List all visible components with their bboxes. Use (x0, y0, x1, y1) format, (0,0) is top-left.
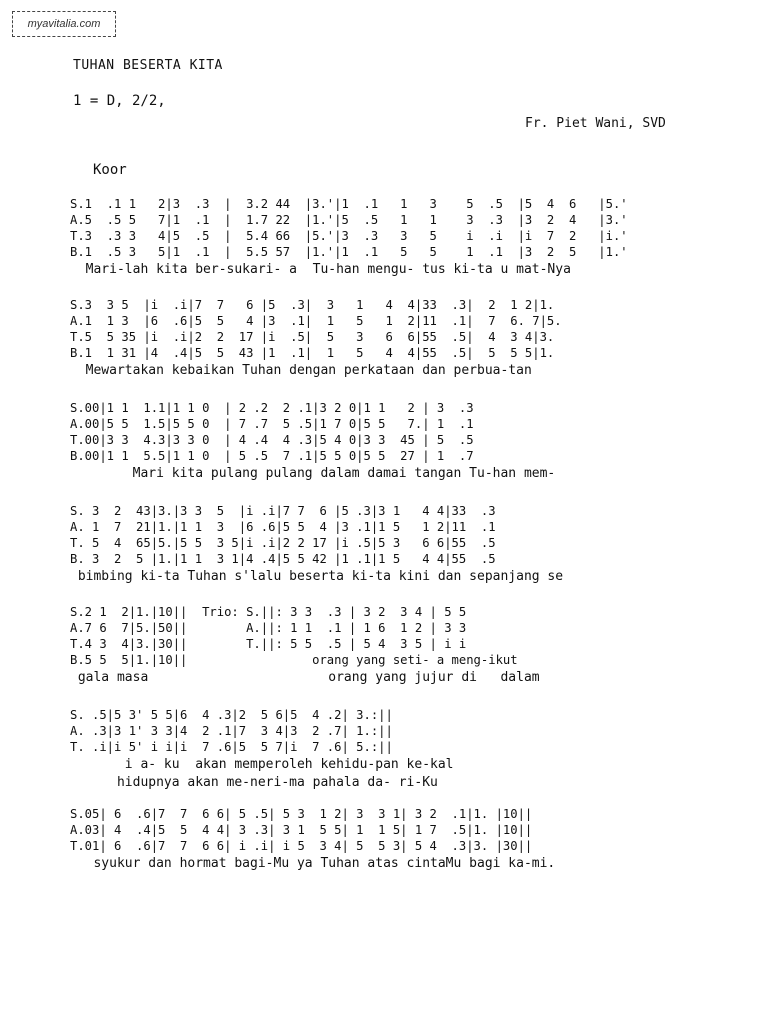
voice-line: B. 3 2 5 |1.|1 1 3 1|4 .4|5 5 42 |1 .1|1 5 4 4|55 .5 (70, 552, 496, 566)
voice-line: S.00|1 1 1.1|1 1 0 | 2 .2 2 .1|3 2 0|1 1 2 | 3 .3 (70, 401, 474, 415)
score-system-1 (70, 196, 710, 278)
voice-line: T.00|3 3 4.3|3 3 0 | 4 .4 4 .3|5 4 0|3 3 45 | 5 .5 (70, 433, 474, 447)
voice-line: A. 1 7 21|1.|1 1 3 |6 .6|5 5 4 |3 .1|1 5 1 2|11 .1 (70, 520, 496, 534)
lyric-line: Mari-lah kita ber-sukari- a Tu-han mengu- tus ki-ta u mat-Nya (70, 262, 571, 277)
voice-line: B.1 .5 3 5|1 .1 | 5.5 57 |1.'|1 .1 5 5 1 .1 |3 2 5 |1.' (70, 245, 628, 259)
lyric-line: Mewartakan kebaikan Tuhan dengan perkataan dan perbua-tan (70, 363, 532, 378)
voice-line: S.2 1 2|1.|10|| Trio: S.||: 3 3 .3 | 3 2 3 4 | 5 5 (70, 605, 467, 619)
lyric-line: i a- ku akan memperoleh kehidu-pan ke-kal (70, 757, 454, 772)
voice-line: A.1 1 3 |6 .6|5 5 4 |3 .1| 1 5 1 2|11 .1| 7 6. 7|5. (70, 314, 562, 328)
voice-line: T.3 .3 3 4|5 .5 | 5.4 66 |5.'|3 .3 3 5 i .i |i 7 2 |i.' (70, 229, 628, 243)
voice-line: T.01| 6 .6|7 7 6 6| i .i| i 5 3 4| 5 5 3| 5 4 .3|3. |30|| (70, 839, 533, 853)
voice-line: T.4 3 4|3.|30|| T.||: 5 5 .5 | 5 4 3 5 | i i (70, 637, 467, 651)
watermark: myavitalia.com (12, 11, 116, 37)
score-system-2 (70, 297, 710, 379)
lyric-line: syukur dan hormat bagi-Mu ya Tuhan atas cintaMu bagi ka-mi. (70, 856, 556, 871)
voice-line: S. .5|5 3' 5 5|6 4 .3|2 5 6|5 4 .2| 3.:|| (70, 708, 393, 722)
composer: Fr. Piet Wani, SVD (525, 116, 666, 131)
section-label: Koor (93, 162, 127, 178)
voice-line: S. 3 2 43|3.|3 3 5 |i .i|7 7 6 |5 .3|3 1 4 4|33 .3 (70, 504, 496, 518)
score-system-4 (70, 503, 710, 585)
voice-line: B.00|1 1 5.5|1 1 0 | 5 .5 7 .1|5 5 0|5 5 27 | 1 .7 (70, 449, 474, 463)
voice-line: T.5 5 35 |i .i|2 2 17 |i .5| 5 3 6 6|55 .5| 4 3 4|3. (70, 330, 555, 344)
song-title: TUHAN BESERTA KITA (73, 58, 223, 73)
key-signature: 1 = D, 2/2, (73, 93, 166, 109)
lyric-line: hidupnya akan me-neri-ma pahala da- ri-Ku (70, 775, 438, 790)
score-system-7 (70, 806, 710, 872)
score-system-5 (70, 604, 710, 686)
score-system-3 (70, 400, 710, 482)
voice-line: S.1 .1 1 2|3 .3 | 3.2 44 |3.'|1 .1 1 3 5 .5 |5 4 6 |5.' (70, 197, 628, 211)
voice-line: B.1 1 31 |4 .4|5 5 43 |1 .1| 1 5 4 4|55 .5| 5 5 5|1. (70, 346, 555, 360)
voice-line: B.5 5 5|1.|10|| orang yang seti- a meng-ikut (70, 653, 518, 667)
voice-line: A.5 .5 5 7|1 .1 | 1.7 22 |1.'|5 .5 1 1 3 .3 |3 2 4 |3.' (70, 213, 628, 227)
voice-line: T. 5 4 65|5.|5 5 3 5|i .i|2 2 17 |i .5|5 3 6 6|55 .5 (70, 536, 496, 550)
voice-line: A. .3|3 1' 3 3|4 2 .1|7 3 4|3 2 .7| 1.:|| (70, 724, 393, 738)
voice-line: S.05| 6 .6|7 7 6 6| 5 .5| 5 3 1 2| 3 3 1| 3 2 .1|1. |10|| (70, 807, 533, 821)
voice-line: T. .i|i 5' i i|i 7 .6|5 5 7|i 7 .6| 5.:|| (70, 740, 393, 754)
voice-line: A.00|5 5 1.5|5 5 0 | 7 .7 5 .5|1 7 0|5 5 7.| 1 .1 (70, 417, 474, 431)
lyric-line: Mari kita pulang pulang dalam damai tangan Tu-han mem- (70, 466, 556, 481)
score-system-6 (70, 707, 710, 791)
voice-line: A.03| 4 .4|5 5 4 4| 3 .3| 3 1 5 5| 1 1 5| 1 7 .5|1. |10|| (70, 823, 533, 837)
lyric-line: gala masa orang yang jujur di dalam (70, 670, 540, 685)
lyric-line: bimbing ki-ta Tuhan s'lalu beserta ki-ta kini dan sepanjang se (70, 569, 564, 584)
voice-line: A.7 6 7|5.|50|| A.||: 1 1 .1 | 1 6 1 2 | 3 3 (70, 621, 467, 635)
voice-line: S.3 3 5 |i .i|7 7 6 |5 .3| 3 1 4 4|33 .3| 2 1 2|1. (70, 298, 555, 312)
